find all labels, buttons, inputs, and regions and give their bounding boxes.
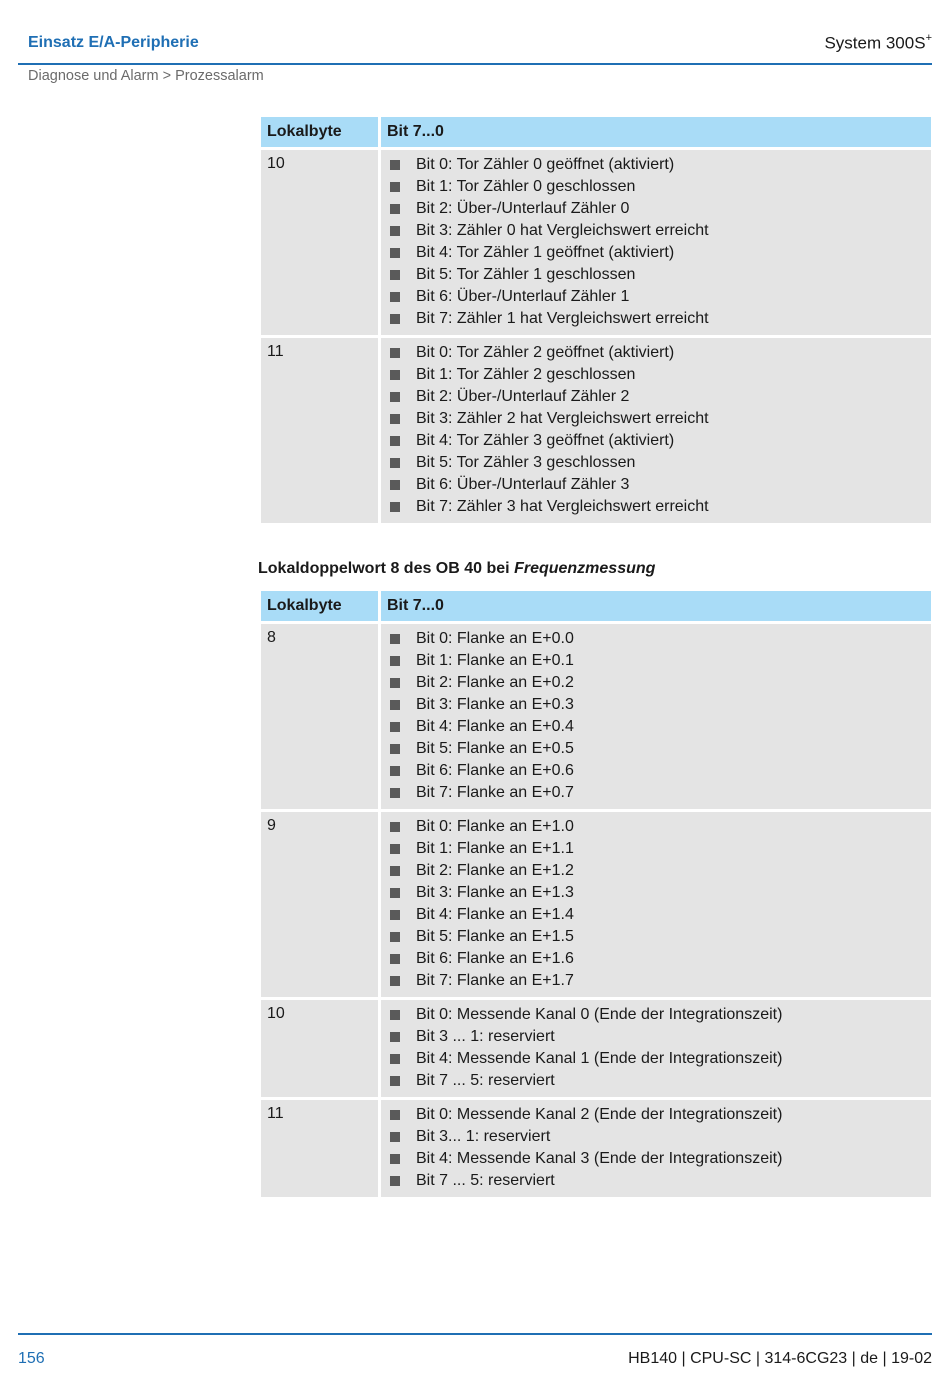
bit-list-item: Bit 1: Flanke an E+0.1: [387, 650, 925, 672]
bit-list: [387, 628, 925, 804]
bit-list-item: Bit 2: Über-/Unterlauf Zähler 2: [387, 386, 925, 408]
bit-list-item: Bit 3: Zähler 2 hat Vergleichswert erreicht: [387, 408, 925, 430]
bit-list-item: Bit 5: Tor Zähler 1 geschlossen: [387, 264, 925, 286]
bit-list-item: Bit 0: Tor Zähler 0 geöffnet (aktiviert): [387, 154, 925, 176]
bit-list-item: Bit 3: Flanke an E+0.3: [387, 694, 925, 716]
bit-list-item: Bit 1: Flanke an E+1.1: [387, 838, 925, 860]
page-number: 156: [18, 1350, 45, 1367]
bit-list-item: Bit 4: Flanke an E+0.4: [387, 716, 925, 738]
bit-list-item: Bit 2: Flanke an E+1.2: [387, 860, 925, 882]
bit-list: [387, 342, 925, 518]
bit-list-item: Bit 7: Flanke an E+0.7: [387, 782, 925, 804]
bit-list-item: Bit 7 ... 5: reserviert: [387, 1070, 925, 1092]
bit-list-item: Bit 2: Über-/Unterlauf Zähler 0: [387, 198, 925, 220]
bit-list-item: Bit 6: Flanke an E+1.6: [387, 948, 925, 970]
bits-cell: [381, 1100, 931, 1197]
bit-list: [387, 1104, 925, 1192]
lokalbyte-cell: 11: [261, 1100, 378, 1197]
counter-alarm-table: [258, 114, 934, 526]
bit-list-item: Bit 2: Flanke an E+0.2: [387, 672, 925, 694]
breadcrumb: Diagnose und Alarm > Prozessalarm: [28, 68, 264, 84]
footer-divider: [18, 1333, 932, 1335]
product-superscript: +: [925, 32, 932, 44]
lokalbyte-cell: 10: [261, 1000, 378, 1097]
bits-cell: [381, 812, 931, 997]
bit-list-item: Bit 3: Zähler 0 hat Vergleichswert erreicht: [387, 220, 925, 242]
bit-list-item: Bit 6: Flanke an E+0.6: [387, 760, 925, 782]
table-row: [261, 338, 931, 523]
lokalbyte-cell: 8: [261, 624, 378, 809]
bit-list: [387, 154, 925, 330]
column-header-lokalbyte: Lokalbyte: [261, 591, 378, 621]
bit-list-item: Bit 3... 1: reserviert: [387, 1126, 925, 1148]
product-name-text: System 300S: [824, 33, 926, 53]
bit-list-item: Bit 7: Flanke an E+1.7: [387, 970, 925, 992]
table-row: [261, 1100, 931, 1197]
lokalbyte-cell: 10: [261, 150, 378, 335]
table-row: [261, 812, 931, 997]
bit-list-item: Bit 7: Zähler 3 hat Vergleichswert erreicht: [387, 496, 925, 518]
column-header-bits: Bit 7...0: [381, 117, 931, 147]
section-caption: [258, 560, 655, 578]
bit-list-item: Bit 5: Tor Zähler 3 geschlossen: [387, 452, 925, 474]
header-product-name: [824, 33, 932, 54]
bit-list-item: Bit 0: Flanke an E+0.0: [387, 628, 925, 650]
bit-list-item: Bit 5: Flanke an E+0.5: [387, 738, 925, 760]
document-info: HB140 | CPU-SC | 314-6CG23 | de | 19-02: [628, 1350, 932, 1367]
bit-list-item: Bit 4: Messende Kanal 3 (Ende der Integrationszeit): [387, 1148, 925, 1170]
header-divider: [18, 63, 932, 65]
bit-list: [387, 1004, 925, 1092]
column-header-lokalbyte: Lokalbyte: [261, 117, 378, 147]
bits-cell: [381, 338, 931, 523]
bit-list-item: Bit 4: Tor Zähler 3 geöffnet (aktiviert): [387, 430, 925, 452]
bit-list-item: Bit 4: Flanke an E+1.4: [387, 904, 925, 926]
bit-list-item: Bit 3 ... 1: reserviert: [387, 1026, 925, 1048]
lokalbyte-cell: 9: [261, 812, 378, 997]
table-header-row: [261, 591, 931, 621]
bit-list-item: Bit 1: Tor Zähler 0 geschlossen: [387, 176, 925, 198]
bits-cell: [381, 1000, 931, 1097]
bit-list-item: Bit 0: Messende Kanal 2 (Ende der Integrationszeit): [387, 1104, 925, 1126]
bit-list-item: Bit 7: Zähler 1 hat Vergleichswert erreicht: [387, 308, 925, 330]
bit-list-item: Bit 4: Tor Zähler 1 geöffnet (aktiviert): [387, 242, 925, 264]
table-row: [261, 624, 931, 809]
header-section-title: Einsatz E/A-Peripherie: [28, 34, 199, 51]
bit-list-item: Bit 0: Tor Zähler 2 geöffnet (aktiviert): [387, 342, 925, 364]
caption-text: Lokaldoppelwort 8 des OB 40 bei: [258, 560, 515, 577]
bit-list-item: Bit 7 ... 5: reserviert: [387, 1170, 925, 1192]
bit-list-item: Bit 6: Über-/Unterlauf Zähler 1: [387, 286, 925, 308]
bit-list-item: Bit 6: Über-/Unterlauf Zähler 3: [387, 474, 925, 496]
caption-emphasis: Frequenzmessung: [514, 560, 656, 577]
frequency-measurement-table: [258, 588, 934, 1200]
lokalbyte-cell: 11: [261, 338, 378, 523]
bits-cell: [381, 624, 931, 809]
bit-list-item: Bit 1: Tor Zähler 2 geschlossen: [387, 364, 925, 386]
table-row: [261, 1000, 931, 1097]
bit-list-item: Bit 4: Messende Kanal 1 (Ende der Integrationszeit): [387, 1048, 925, 1070]
table-header-row: [261, 117, 931, 147]
bits-cell: [381, 150, 931, 335]
bit-list-item: Bit 0: Flanke an E+1.0: [387, 816, 925, 838]
bit-list-item: Bit 3: Flanke an E+1.3: [387, 882, 925, 904]
bit-list: [387, 816, 925, 992]
column-header-bits: Bit 7...0: [381, 591, 931, 621]
bit-list-item: Bit 5: Flanke an E+1.5: [387, 926, 925, 948]
table-row: [261, 150, 931, 335]
bit-list-item: Bit 0: Messende Kanal 0 (Ende der Integrationszeit): [387, 1004, 925, 1026]
